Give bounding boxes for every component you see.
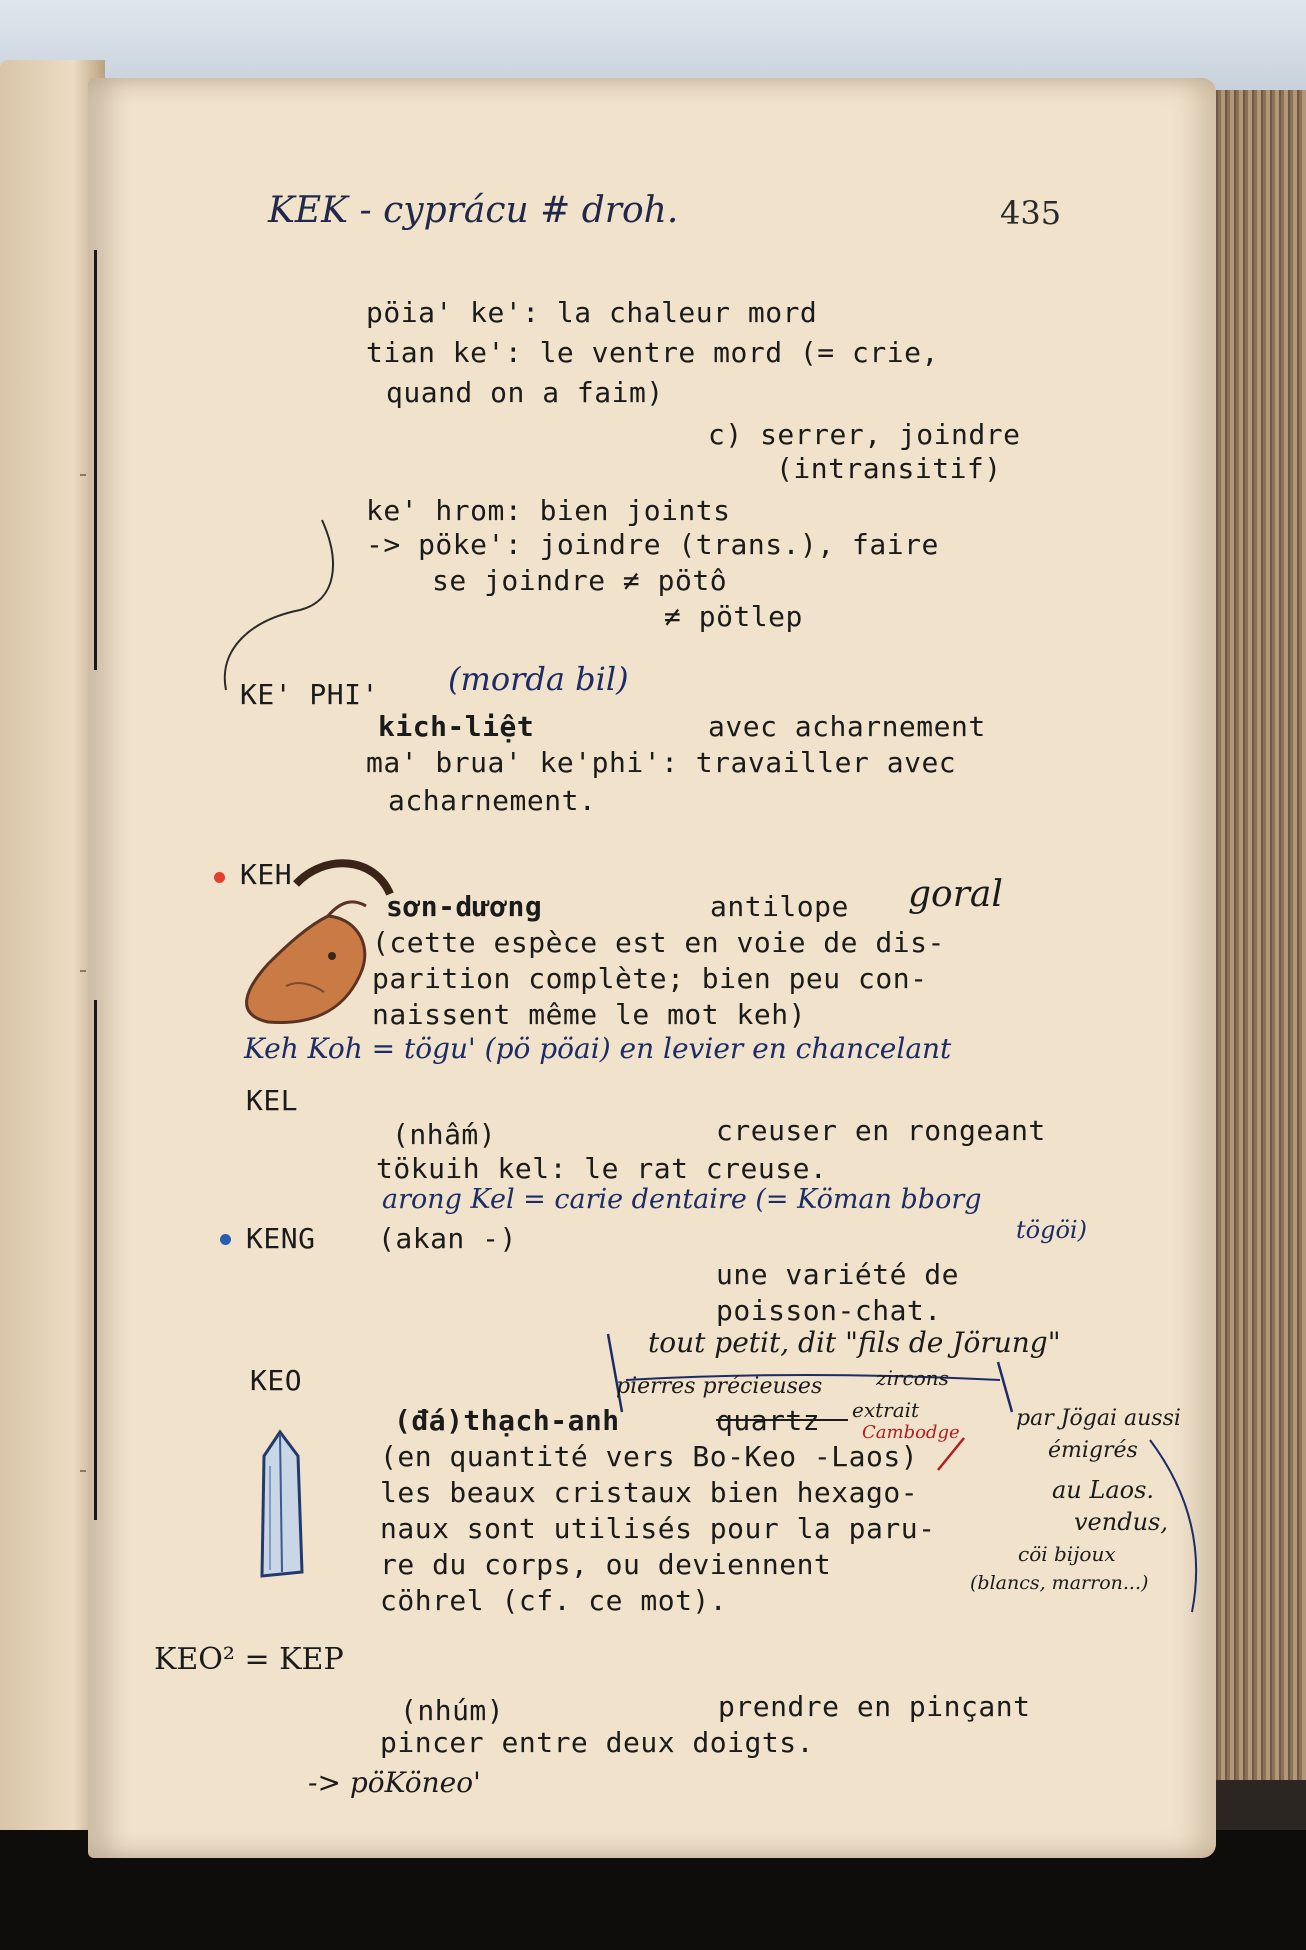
subentry: (akan -) bbox=[378, 1222, 517, 1255]
handwritten-note: tögöi) bbox=[1016, 1216, 1087, 1244]
handwritten-note: goral bbox=[908, 874, 1003, 915]
example: tökuih kel: le rat creuse. bbox=[376, 1152, 828, 1185]
typed-line: quand on a faim) bbox=[386, 376, 664, 409]
headword: KENG bbox=[246, 1222, 316, 1255]
handwritten-note: -> pöKöneo' bbox=[308, 1766, 481, 1799]
gloss: quartz bbox=[716, 1404, 821, 1437]
example: ma' brua' ke'phi': travailler avec bbox=[366, 746, 957, 779]
gloss: creuser en rongeant bbox=[716, 1114, 1046, 1147]
handwritten-headword: KEO² = KEP bbox=[154, 1642, 344, 1677]
vietnamese-equivalent: (đá)thạch-anh bbox=[394, 1404, 620, 1437]
typed-line: -> pöke': joindre (trans.), faire bbox=[366, 528, 939, 561]
description-line: parition complète; bien peu con- bbox=[372, 962, 928, 995]
example: pincer entre deux doigts. bbox=[380, 1726, 814, 1759]
handwritten-note: (morda bil) bbox=[448, 660, 629, 698]
handwritten-note: pierres précieuses bbox=[616, 1374, 823, 1399]
headword: KEH bbox=[240, 858, 293, 891]
quartz-crystal-sketch bbox=[250, 1426, 314, 1586]
headword: KE' PHI' bbox=[240, 678, 379, 711]
headword: KEO bbox=[250, 1364, 303, 1397]
handwritten-note: tout petit, dit "fils de Jörung" bbox=[648, 1326, 1061, 1359]
gloss: antilope bbox=[710, 890, 849, 923]
vietnamese-equivalent: (nhúm) bbox=[400, 1694, 505, 1727]
handwritten-note: vendus, bbox=[1074, 1508, 1168, 1536]
description-line: cöhrel (cf. ce mot). bbox=[380, 1584, 728, 1617]
typed-line: ≠ pötlep bbox=[664, 600, 803, 633]
gloss: poisson-chat. bbox=[716, 1294, 942, 1327]
description-line: naux sont utilisés pour la paru- bbox=[380, 1512, 936, 1545]
handwritten-note-red: Cambodge bbox=[862, 1422, 960, 1443]
handwritten-note: par Jögai aussi bbox=[1016, 1406, 1181, 1431]
example: acharnement. bbox=[388, 784, 597, 817]
handwritten-note: extrait bbox=[852, 1398, 920, 1422]
handwritten-note: arong Kel = carie dentaire (= Köman bborg bbox=[382, 1184, 982, 1215]
description-line: naissent même le mot keh) bbox=[372, 998, 806, 1031]
page-number: 435 bbox=[1000, 194, 1062, 232]
handwritten-note: (blancs, marron...) bbox=[970, 1572, 1149, 1594]
handwritten-header: KEK - cyprácu # droh. bbox=[268, 190, 679, 231]
handwritten-note: zircons bbox=[876, 1366, 949, 1390]
typed-line: pöia' ke': la chaleur mord bbox=[366, 296, 818, 329]
vietnamese-equivalent: sơn-dương bbox=[386, 890, 543, 923]
red-bullet-mark bbox=[214, 872, 225, 883]
description-line: re du corps, ou deviennent bbox=[380, 1548, 832, 1581]
vietnamese-equivalent: (nhấm) bbox=[392, 1118, 497, 1151]
typed-line: (intransitif) bbox=[776, 452, 1002, 485]
typed-line: c) serrer, joindre bbox=[708, 418, 1021, 451]
gloss: une variété de bbox=[716, 1258, 960, 1291]
gloss: avec acharnement bbox=[708, 710, 986, 743]
typed-line: tian ke': le ventre mord (= crie, bbox=[366, 336, 939, 369]
handwritten-note: Keh Koh = tögu' (pö pöai) en levier en chancelant bbox=[244, 1032, 952, 1065]
blue-bullet-mark bbox=[220, 1234, 231, 1245]
description-line: (en quantité vers Bo-Keo -Laos) bbox=[380, 1440, 919, 1473]
gloss: prendre en pinçant bbox=[718, 1690, 1031, 1723]
handwritten-note: émigrés bbox=[1048, 1438, 1138, 1463]
headword: KEL bbox=[246, 1084, 299, 1117]
description-line: (cette espèce est en voie de dis- bbox=[372, 926, 945, 959]
typed-line: ke' hrom: bien joints bbox=[366, 494, 731, 527]
vietnamese-equivalent: kich-liệt bbox=[378, 710, 535, 743]
handwritten-note: au Laos. bbox=[1052, 1476, 1155, 1504]
description-line: les beaux cristaux bien hexago- bbox=[380, 1476, 919, 1509]
handwritten-note: cöi bijoux bbox=[1018, 1542, 1116, 1566]
typed-line: se joindre ≠ pötô bbox=[432, 564, 728, 597]
